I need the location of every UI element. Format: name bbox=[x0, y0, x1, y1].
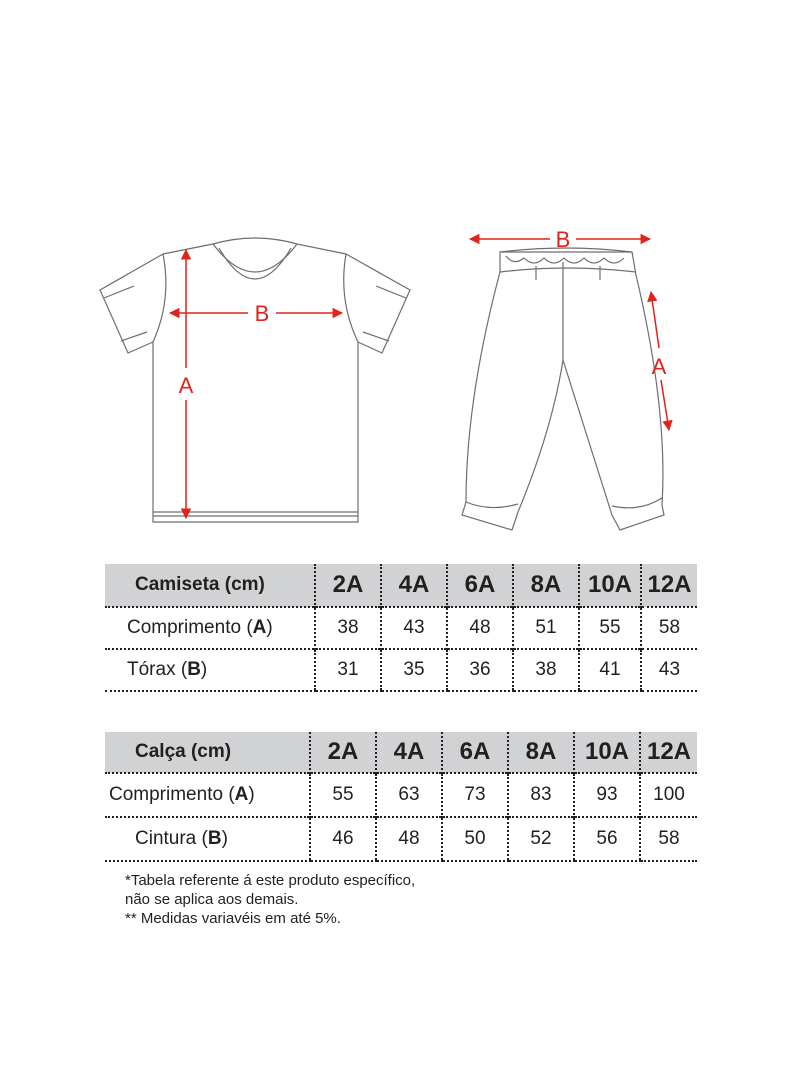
table-cell: 93 bbox=[574, 773, 640, 817]
size-12a: 12A bbox=[640, 732, 697, 773]
table-cell: 55 bbox=[579, 607, 641, 649]
shirt-chest-marker: B bbox=[254, 301, 270, 326]
pants-table-title: Calça (cm) bbox=[105, 732, 310, 773]
table-cell: 41 bbox=[579, 649, 641, 691]
table-cell: 48 bbox=[447, 607, 513, 649]
pants-illustration bbox=[462, 248, 664, 530]
table-cell: 51 bbox=[513, 607, 579, 649]
table-cell: 43 bbox=[381, 607, 447, 649]
shirt-size-table bbox=[105, 564, 697, 692]
table-cell: 31 bbox=[315, 649, 381, 691]
size-10a: 10A bbox=[574, 732, 640, 773]
size-6a: 6A bbox=[447, 564, 513, 607]
pants-size-table bbox=[105, 732, 697, 862]
table-cell: 50 bbox=[442, 817, 508, 861]
size-8a: 8A bbox=[508, 732, 574, 773]
table-cell: 56 bbox=[574, 817, 640, 861]
table-cell: 43 bbox=[641, 649, 697, 691]
tshirt-illustration bbox=[100, 238, 410, 522]
table-cell: 52 bbox=[508, 817, 574, 861]
table-cell: 48 bbox=[376, 817, 442, 861]
pants-table-header bbox=[105, 732, 697, 773]
size-4a: 4A bbox=[381, 564, 447, 607]
size-8a: 8A bbox=[513, 564, 579, 607]
size-6a: 6A bbox=[442, 732, 508, 773]
shirt-table-title: Camiseta (cm) bbox=[105, 564, 315, 607]
table-row bbox=[105, 817, 697, 861]
table-cell: 58 bbox=[641, 607, 697, 649]
size-4a: 4A bbox=[376, 732, 442, 773]
footnote-line: não se aplica aos demais. bbox=[125, 891, 299, 908]
table-cell: 83 bbox=[508, 773, 574, 817]
table-cell: 73 bbox=[442, 773, 508, 817]
size-2a: 2A bbox=[310, 732, 376, 773]
table-cell: 38 bbox=[315, 607, 381, 649]
table-cell: 58 bbox=[640, 817, 697, 861]
pants-length-marker: A bbox=[651, 354, 667, 379]
table-cell: 38 bbox=[513, 649, 579, 691]
table-cell: 46 bbox=[310, 817, 376, 861]
table-cell: 55 bbox=[310, 773, 376, 817]
size-12a: 12A bbox=[641, 564, 697, 607]
table-row bbox=[105, 773, 697, 817]
row-label: Comprimento (A) bbox=[105, 773, 310, 817]
pants-waist-marker: B bbox=[555, 227, 571, 252]
footnote-line: ** Medidas variavéis em até 5%. bbox=[125, 910, 341, 927]
size-2a: 2A bbox=[315, 564, 381, 607]
row-label: Comprimento (A) bbox=[105, 607, 315, 649]
row-label: Cintura (B) bbox=[105, 817, 310, 861]
footnotes bbox=[125, 871, 415, 928]
table-cell: 35 bbox=[381, 649, 447, 691]
table-cell: 36 bbox=[447, 649, 513, 691]
table-cell: 100 bbox=[640, 773, 697, 817]
table-row bbox=[105, 649, 697, 691]
row-label: Tórax (B) bbox=[105, 649, 315, 691]
shirt-length-marker: A bbox=[178, 373, 194, 398]
shirt-table-header bbox=[105, 564, 697, 607]
table-row bbox=[105, 607, 697, 649]
size-10a: 10A bbox=[579, 564, 641, 607]
footnote-line: *Tabela referente á este produto específico, bbox=[125, 872, 416, 889]
table-cell: 63 bbox=[376, 773, 442, 817]
